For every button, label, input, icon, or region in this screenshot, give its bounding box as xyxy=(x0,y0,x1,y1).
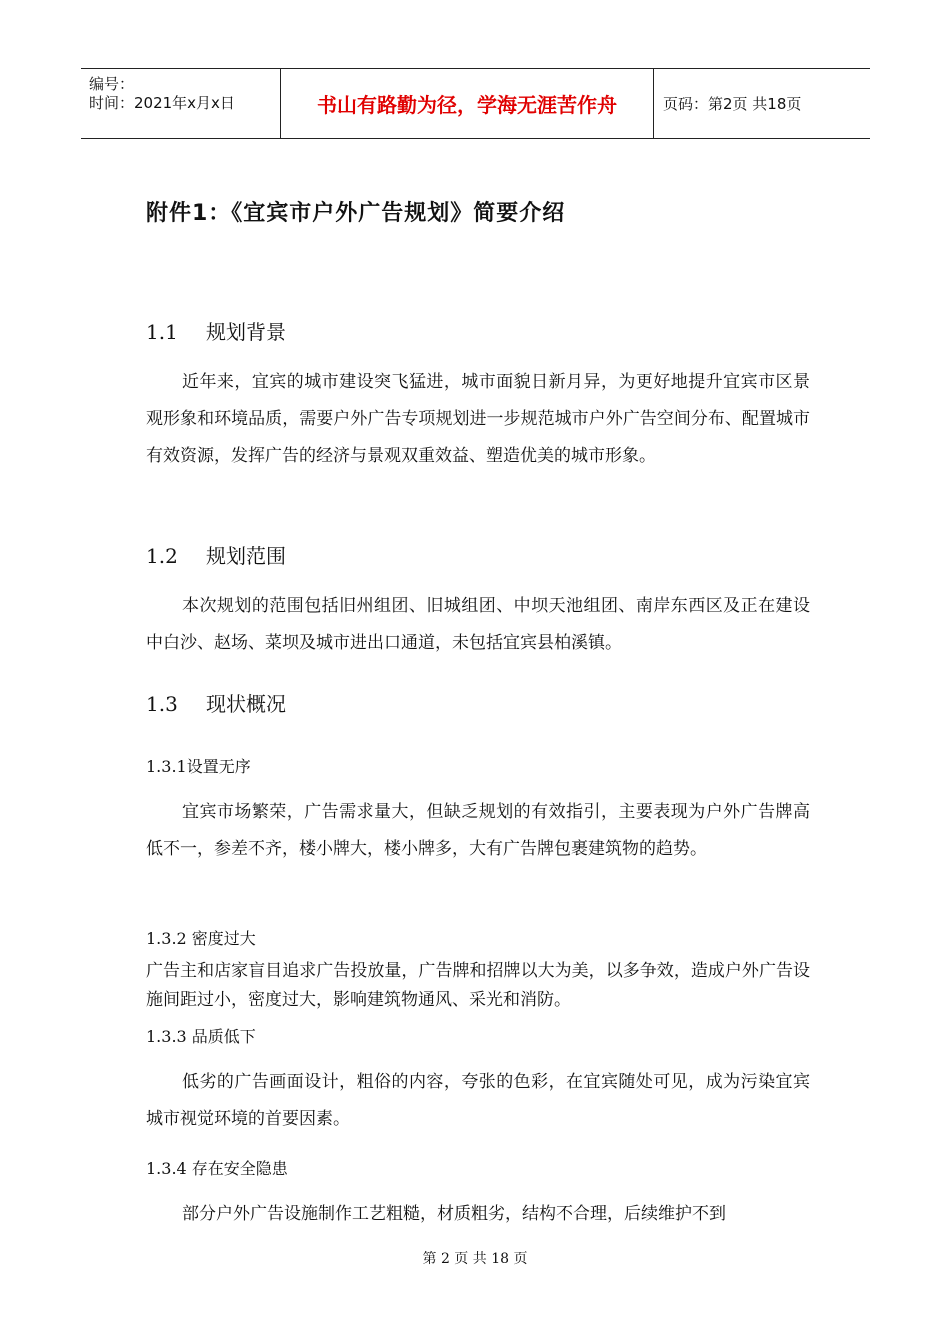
section-number: 1.2 xyxy=(146,544,178,568)
paragraph-scope: 本次规划的范围包括旧州组团、旧城组团、中坝天池组团、南岸东西区及正在建设中白沙、赵场、菜坝及城市进出口通道，未包括宜宾县柏溪镇。 xyxy=(146,596,810,653)
date-label: 时间：2021年x月x日 xyxy=(89,94,235,112)
subsection-heading-1-3-2: 1.3.2 密度过大 xyxy=(146,929,256,948)
paragraph-quality: 低劣的广告画面设计，粗俗的内容，夸张的色彩，在宜宾随处可见，成为污染宜宾城市视觉环境的首要因素。 xyxy=(146,1072,810,1129)
paragraph-density: 广告主和店家盲目追求广告投放量，广告牌和招牌以大为美，以多争效，造成户外广告设施间距过小，密度过大，影响建筑物通风、采光和消防。 xyxy=(146,961,810,1010)
document-title: 附件1：《宜宾市户外广告规划》简要介绍 xyxy=(146,201,566,226)
section-title: 规划背景 xyxy=(206,320,286,344)
paragraph-background: 近年来，宜宾的城市建设突飞猛进，城市面貌日新月异，为更好地提升宜宾市区景观形象和环境品质，需要户外广告专项规划进一步规范城市户外广告空间分布、配置城市有效资源，发挥广告的经济与景观双重效益、塑造优美的城市形象。 xyxy=(146,372,810,466)
subsection-heading-1-3-3: 1.3.3 品质低下 xyxy=(146,1027,256,1046)
subsection-heading-1-3-1: 1.3.1设置无序 xyxy=(146,757,251,776)
header-table xyxy=(81,68,870,139)
header-left-cell xyxy=(81,69,281,138)
section-heading-1-2 xyxy=(146,540,286,569)
header-page-info: 页码：第2页 共18页 xyxy=(663,95,802,113)
number-label: 编号： xyxy=(89,75,135,93)
section-number: 1.3 xyxy=(146,692,178,716)
section-title: 现状概况 xyxy=(206,692,286,716)
header-motto: 书山有路勤为径，学海无涯苦作舟 xyxy=(281,69,654,138)
section-title: 规划范围 xyxy=(206,544,286,568)
section-heading-1-1 xyxy=(146,316,286,345)
paragraph-safety: 部分户外广告设施制作工艺粗糙，材质粗劣，结构不合理，后续维护不到 xyxy=(182,1204,726,1224)
page-footer: 第 2 页 共 18 页 xyxy=(422,1251,528,1267)
section-number: 1.1 xyxy=(146,320,178,344)
subsection-heading-1-3-4: 1.3.4 存在安全隐患 xyxy=(146,1159,288,1178)
section-heading-1-3 xyxy=(146,688,286,717)
paragraph-disorder: 宜宾市场繁荣，广告需求量大，但缺乏规划的有效指引，主要表现为户外广告牌高低不一，参差不齐，楼小牌大，楼小牌多，大有广告牌包裹建筑物的趋势。 xyxy=(146,802,810,859)
